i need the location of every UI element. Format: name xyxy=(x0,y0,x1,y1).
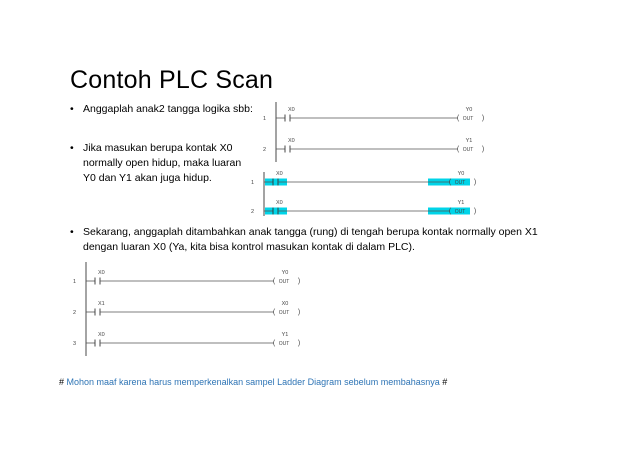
coil-text: OUT xyxy=(454,209,466,215)
footer-note-text: Mohon maaf karena harus memperkenalkan sampel Ladder Diagram sebelum membahasnya xyxy=(66,377,440,387)
contact-label: X0 xyxy=(98,332,105,338)
rung-number: 2 xyxy=(262,147,266,153)
rung xyxy=(73,301,300,316)
rung-number: 2 xyxy=(72,310,76,316)
coil-label: Y0 xyxy=(465,107,473,113)
ladder-top xyxy=(263,102,484,162)
footer-note xyxy=(59,377,447,387)
coil-text: OUT xyxy=(462,147,474,153)
ladder-energized xyxy=(251,171,476,216)
coil-left-paren: ( xyxy=(272,340,276,348)
coil-text: OUT xyxy=(278,279,290,285)
contact-label: X0 xyxy=(276,171,283,177)
rung xyxy=(73,270,300,285)
rung xyxy=(251,200,476,215)
coil-text: OUT xyxy=(462,116,474,122)
bullet-2-line-1: Jika masukan berupa kontak X0 xyxy=(83,142,233,154)
rung xyxy=(73,332,300,347)
coil-left-paren: ( xyxy=(448,179,452,187)
coil-left-paren: ( xyxy=(272,278,276,286)
bullet-marker: • xyxy=(70,142,74,154)
bullet-marker: • xyxy=(70,226,74,238)
coil-label: X0 xyxy=(281,301,289,307)
coil-right-paren: ) xyxy=(297,340,301,348)
coil-left-paren: ( xyxy=(448,208,452,216)
coil-label: Y1 xyxy=(465,138,473,144)
coil-right-paren: ) xyxy=(473,208,477,216)
rung-number: 3 xyxy=(72,341,76,347)
coil-text: OUT xyxy=(278,341,290,347)
slide-title: Contoh PLC Scan xyxy=(70,66,274,94)
bullet-3-line-1: Sekarang, anggaplah ditambahkan anak tangga (rung) di tengah berupa kontak normally open X1 xyxy=(83,226,538,238)
coil-right-paren: ) xyxy=(473,179,477,187)
bullet-3-line-2: dengan luaran X0 (Ya, kita bisa kontrol masukan kontak di dalam PLC). xyxy=(83,241,415,253)
coil-left-paren: ( xyxy=(456,146,460,154)
contact-label: X0 xyxy=(98,270,105,276)
coil-right-paren: ) xyxy=(297,309,301,317)
coil-left-paren: ( xyxy=(456,115,460,123)
coil-right-paren: ) xyxy=(481,146,485,154)
footer-marker-left: # xyxy=(59,377,65,387)
coil-right-paren: ) xyxy=(297,278,301,286)
footer-marker-right: # xyxy=(442,377,448,387)
rung xyxy=(263,107,484,122)
rung-number: 1 xyxy=(72,279,76,285)
coil-label: Y0 xyxy=(281,270,289,276)
coil-right-paren: ) xyxy=(481,115,485,123)
contact-label: X0 xyxy=(276,200,283,206)
ladder-bottom xyxy=(73,262,300,356)
bullet-marker: • xyxy=(70,103,74,115)
coil-label: Y0 xyxy=(457,171,465,177)
coil-left-paren: ( xyxy=(272,309,276,317)
bullet-2-line-3: Y0 dan Y1 akan juga hidup. xyxy=(83,172,212,184)
coil-text: OUT xyxy=(278,310,290,316)
bullet-1-line-1: Anggaplah anak2 tangga logika sbb: xyxy=(83,103,253,115)
coil-label: Y1 xyxy=(281,332,289,338)
rung-number: 2 xyxy=(250,209,254,215)
coil-label: Y1 xyxy=(457,200,465,206)
rung xyxy=(251,171,476,186)
bullet-2-line-2: normally open hidup, maka luaran xyxy=(83,157,242,169)
contact-label: X1 xyxy=(98,301,105,307)
contact-label: X0 xyxy=(288,107,295,113)
contact-label: X0 xyxy=(288,138,295,144)
rung xyxy=(263,138,484,153)
rung-number: 1 xyxy=(250,180,254,186)
coil-text: OUT xyxy=(454,180,466,186)
rung-number: 1 xyxy=(262,116,266,122)
